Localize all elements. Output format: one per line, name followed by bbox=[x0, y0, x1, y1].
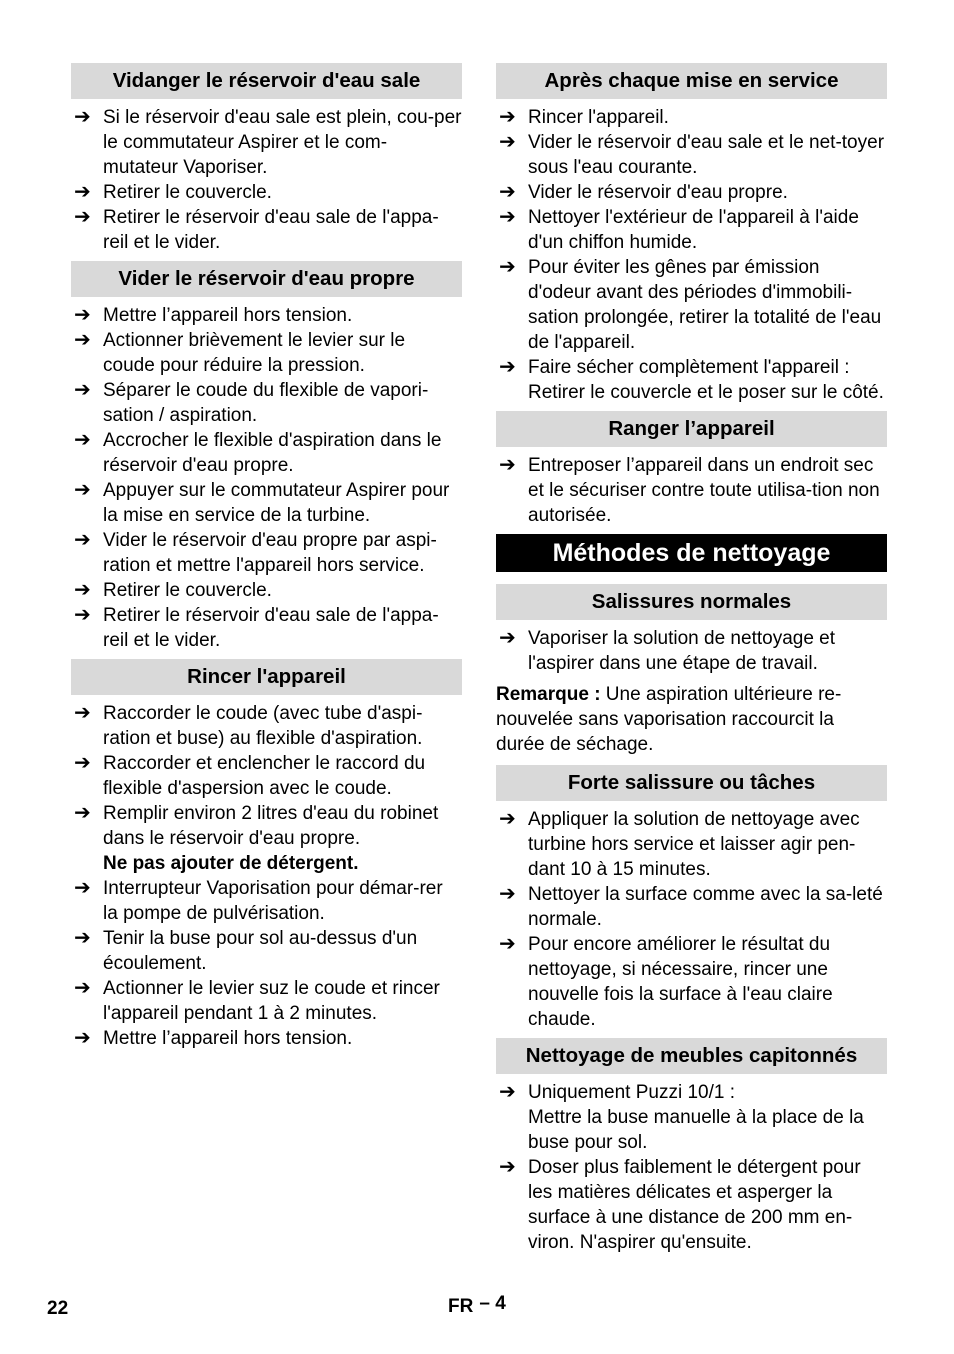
section-heading-apres-chaque-mise-en-service: Après chaque mise en service bbox=[496, 63, 887, 99]
list-item-text: Actionner le levier suz le coude et rincer l'appareil pendant 1 à 2 minutes. bbox=[103, 978, 440, 1024]
list-item-text: Nettoyer l'extérieur de l'appareil à l'aide d'un chiffon humide. bbox=[528, 207, 859, 253]
list-item bbox=[496, 1080, 887, 1155]
list-item bbox=[71, 303, 462, 328]
list-item bbox=[496, 130, 887, 180]
arrow-right-icon: ➔ bbox=[499, 106, 516, 128]
list-item bbox=[71, 528, 462, 578]
warning-note: Ne pas ajouter de détergent. bbox=[103, 853, 359, 874]
list-item-text: Tenir la buse pour sol au-dessus d'un écoulement. bbox=[103, 928, 418, 974]
list-item bbox=[496, 355, 887, 405]
list-item bbox=[71, 105, 462, 180]
list-item bbox=[71, 180, 462, 205]
list-item bbox=[496, 932, 887, 1032]
arrow-right-icon: ➔ bbox=[499, 256, 516, 278]
page-number: 22 bbox=[47, 1298, 69, 1319]
list-item bbox=[496, 1155, 887, 1255]
list-item-text: Pour éviter les gênes par émission d'odeur avant des périodes d'immobili-sation prolongée, retirer la totalité de l'eau de l'appareil. bbox=[528, 257, 882, 353]
left-column bbox=[71, 63, 462, 1057]
list-item bbox=[71, 701, 462, 751]
list-item-text: Retirer le couvercle. bbox=[103, 182, 272, 203]
list-item-text: Vider le réservoir d'eau sale et le net-toyer sous l'eau courante. bbox=[528, 132, 885, 178]
remark-text: Une aspiration ultérieure re-nouvelée sans vaporisation raccourcit la durée de séchage. bbox=[496, 684, 842, 755]
instruction-list bbox=[496, 1080, 887, 1255]
list-item-text: Retirer le couvercle. bbox=[103, 580, 272, 601]
arrow-right-icon: ➔ bbox=[74, 579, 91, 601]
arrow-right-icon: ➔ bbox=[74, 927, 91, 949]
section-heading-rincer-l-appareil: Rincer l'appareil bbox=[71, 659, 462, 695]
arrow-right-icon: ➔ bbox=[74, 206, 91, 228]
list-item-text: Vaporiser la solution de nettoyage et l'aspirer dans une étape de travail. bbox=[528, 628, 836, 674]
list-item-text: Pour encore améliorer le résultat du nettoyage, si nécessaire, rincer une nouvelle fois la surface à l'eau claire chaude. bbox=[528, 934, 833, 1030]
remark-label: Remarque : bbox=[496, 684, 601, 705]
arrow-right-icon: ➔ bbox=[74, 379, 91, 401]
list-item-text: Raccorder et enclencher le raccord du flexible d'aspersion avec le coude. bbox=[103, 753, 426, 799]
list-item-text: Actionner brièvement le levier sur le coude pour réduire la pression. bbox=[103, 330, 406, 376]
instruction-list bbox=[71, 701, 462, 1051]
section-heading-nettoyage-de-meubles-capitonnes: Nettoyage de meubles capitonnés bbox=[496, 1038, 887, 1074]
list-item-text: Séparer le coude du flexible de vapori-sation / aspiration. bbox=[103, 380, 429, 426]
list-item bbox=[496, 105, 887, 130]
list-item-text: Retirer le réservoir d'eau sale de l'appa-reil et le vider. bbox=[103, 605, 439, 651]
arrow-right-icon: ➔ bbox=[499, 933, 516, 955]
list-item bbox=[71, 976, 462, 1026]
arrow-right-icon: ➔ bbox=[74, 181, 91, 203]
section-heading-vider-le-reservoir-d-eau-propre: Vider le réservoir d'eau propre bbox=[71, 261, 462, 297]
list-item bbox=[71, 801, 462, 876]
arrow-right-icon: ➔ bbox=[74, 1027, 91, 1049]
section-heading-forte-salissure-ou-taches: Forte salissure ou tâches bbox=[496, 765, 887, 801]
arrow-right-icon: ➔ bbox=[499, 1156, 516, 1178]
section-heading-vidanger-le-reservoir-d-eau-sale: Vidanger le réservoir d'eau sale bbox=[71, 63, 462, 99]
chapter-heading: Méthodes de nettoyage bbox=[496, 534, 887, 572]
list-item-text: Mettre l’appareil hors tension. bbox=[103, 305, 353, 326]
list-item-text: Vider le réservoir d'eau propre par aspi-ration et mettre l'appareil hors service. bbox=[103, 530, 437, 576]
instruction-list bbox=[71, 105, 462, 255]
arrow-right-icon: ➔ bbox=[74, 752, 91, 774]
arrow-right-icon: ➔ bbox=[74, 802, 91, 824]
list-item bbox=[71, 478, 462, 528]
list-item bbox=[496, 882, 887, 932]
arrow-right-icon: ➔ bbox=[74, 304, 91, 326]
arrow-right-icon: ➔ bbox=[499, 1081, 516, 1103]
list-item-continuation: Mettre la buse manuelle à la place de la buse pour sol. bbox=[528, 1107, 864, 1153]
arrow-right-icon: ➔ bbox=[499, 356, 516, 378]
arrow-right-icon: ➔ bbox=[499, 206, 516, 228]
remark-paragraph bbox=[496, 682, 887, 757]
arrow-right-icon: ➔ bbox=[499, 454, 516, 476]
list-item bbox=[71, 205, 462, 255]
list-item-text: Accrocher le flexible d'aspiration dans le réservoir d'eau propre. bbox=[103, 430, 442, 476]
list-item-text: Si le réservoir d'eau sale est plein, cou-per le commutateur Aspirer et le com-mutateur Vaporiser. bbox=[103, 107, 462, 178]
section-heading-ranger-l-appareil: Ranger l’appareil bbox=[496, 411, 887, 447]
list-item bbox=[496, 180, 887, 205]
list-item-text: Appliquer la solution de nettoyage avec turbine hors service et laisser agir pen-dant 10 à 15 minutes. bbox=[528, 809, 860, 880]
section-heading-salissures-normales: Salissures normales bbox=[496, 584, 887, 620]
list-item bbox=[496, 807, 887, 882]
list-item-text: Remplir environ 2 litres d'eau du robinet dans le réservoir d'eau propre. bbox=[103, 803, 439, 849]
arrow-right-icon: ➔ bbox=[74, 702, 91, 724]
arrow-right-icon: ➔ bbox=[74, 604, 91, 626]
list-item bbox=[496, 205, 887, 255]
instruction-list bbox=[496, 105, 887, 405]
list-item-text: Doser plus faiblement le détergent pour les matières délicates et asperger la surface à une distance de 200 mm en-viron. N'aspirer qu'ensuite. bbox=[528, 1157, 861, 1253]
arrow-right-icon: ➔ bbox=[499, 883, 516, 905]
list-item-text: Raccorder le coude (avec tube d'aspi-ration et buse) au flexible d'aspiration. bbox=[103, 703, 423, 749]
instruction-list bbox=[71, 303, 462, 653]
list-item-text: Nettoyer la surface comme avec la sa-leté normale. bbox=[528, 884, 883, 930]
right-column bbox=[496, 63, 887, 1261]
sub-page-number: 4 bbox=[495, 1293, 506, 1314]
arrow-right-icon: ➔ bbox=[499, 808, 516, 830]
list-item-text: Vider le réservoir d'eau propre. bbox=[528, 182, 788, 203]
arrow-right-icon: ➔ bbox=[74, 106, 91, 128]
list-item bbox=[71, 378, 462, 428]
list-item-text: Uniquement Puzzi 10/1 : bbox=[528, 1082, 736, 1103]
arrow-right-icon: ➔ bbox=[499, 181, 516, 203]
list-item bbox=[496, 626, 887, 676]
instruction-list bbox=[496, 626, 887, 676]
footer-separator: – 4 bbox=[479, 1293, 506, 1314]
list-item-text: Interrupteur Vaporisation pour démar-rer la pompe de pulvérisation. bbox=[103, 878, 443, 924]
list-item-text: Appuyer sur le commutateur Aspirer pour la mise en service de la turbine. bbox=[103, 480, 450, 526]
arrow-right-icon: ➔ bbox=[74, 529, 91, 551]
list-item bbox=[71, 603, 462, 653]
list-item-text: Entreposer l’appareil dans un endroit sec et le sécuriser contre toute utilisa-tion non autorisée. bbox=[528, 455, 880, 526]
arrow-right-icon: ➔ bbox=[74, 977, 91, 999]
arrow-right-icon: ➔ bbox=[74, 479, 91, 501]
list-item bbox=[71, 876, 462, 926]
list-item-text: Faire sécher complètement l'appareil : Retirer le couvercle et le poser sur le côté. bbox=[528, 357, 884, 403]
arrow-right-icon: ➔ bbox=[499, 131, 516, 153]
list-item bbox=[71, 1026, 462, 1051]
list-item-text: Rincer l'appareil. bbox=[528, 107, 669, 128]
language-code: FR bbox=[448, 1296, 474, 1317]
list-item bbox=[496, 453, 887, 528]
list-item bbox=[71, 328, 462, 378]
instruction-list bbox=[496, 807, 887, 1032]
arrow-right-icon: ➔ bbox=[499, 627, 516, 649]
page-footer bbox=[448, 1293, 506, 1318]
instruction-list bbox=[496, 453, 887, 528]
arrow-right-icon: ➔ bbox=[74, 329, 91, 351]
arrow-right-icon: ➔ bbox=[74, 877, 91, 899]
list-item-text: Retirer le réservoir d'eau sale de l'appa-reil et le vider. bbox=[103, 207, 439, 253]
list-item bbox=[71, 751, 462, 801]
list-item bbox=[71, 926, 462, 976]
list-item bbox=[71, 578, 462, 603]
arrow-right-icon: ➔ bbox=[74, 429, 91, 451]
list-item bbox=[71, 428, 462, 478]
list-item bbox=[496, 255, 887, 355]
list-item-text: Mettre l’appareil hors tension. bbox=[103, 1028, 353, 1049]
